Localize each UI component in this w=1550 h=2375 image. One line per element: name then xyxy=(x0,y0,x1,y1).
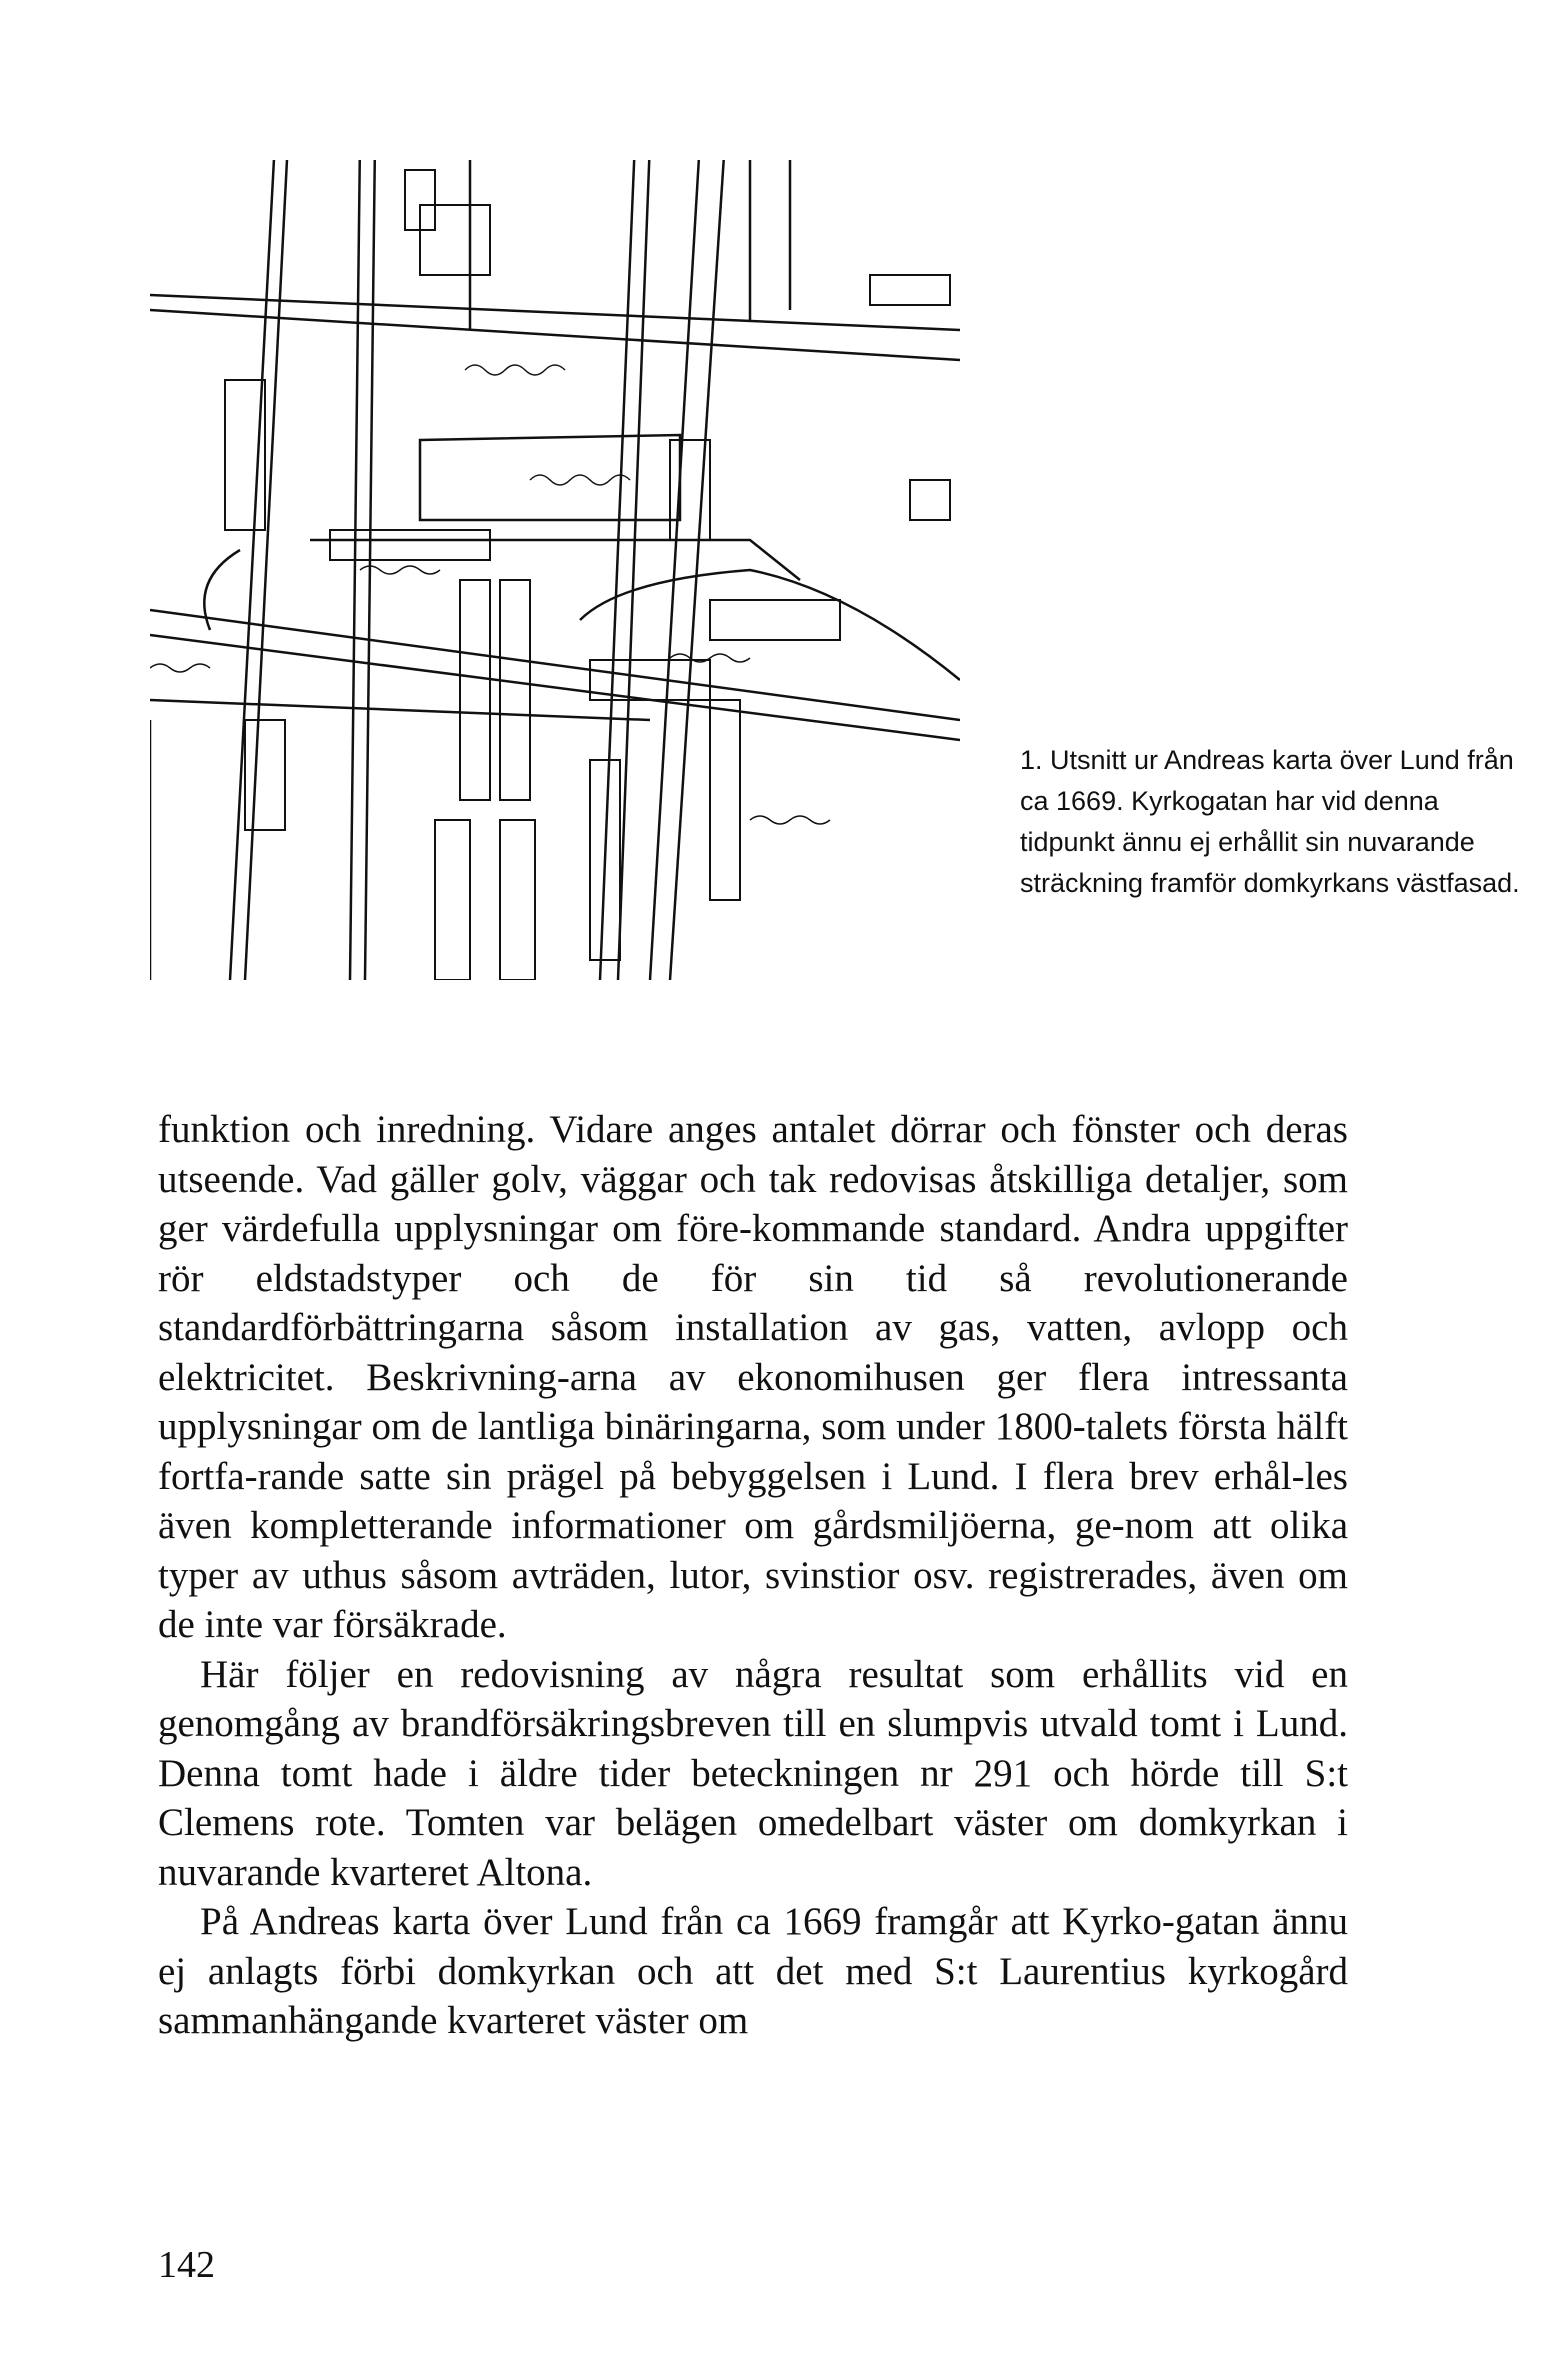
caption-text: 1. Utsnitt ur Andreas karta över Lund från ca 1669. Kyrkogatan har vid denna tidpunkt ännu ej erhållit sin nuvarande sträckning framför domkyrkans västfasad. xyxy=(1020,745,1520,898)
street-line xyxy=(150,610,960,720)
street-line xyxy=(150,310,960,360)
street-line xyxy=(150,635,960,740)
churchyard-enclosure xyxy=(420,435,680,520)
paragraph: funktion och inredning. Vidare anges antalet dörrar och fönster och deras utseende. Vad gäller golv, väggar och tak redovisas åtskilliga detaljer, som ger värdefulla upplysningar om före-kommande standard. Andra uppgifter rör eldstadstyper och de för sin tid så revolutionerande standardförbättringarna såsom installation av gas, vatten, avlopp och elektricitet. Beskrivning-arna av ekonomihusen ger flera intressanta upplysningar om de lantliga binäringarna, som under 1800-talets första hälft fortfa-rande satte sin prägel på bebyggelsen i Lund. I flera brev erhål-les även kompletterande informationer om gårdsmiljöerna, ge-nom att olika typer av uthus såsom avträden, lutor, svinstior osv. registrerades, även om de inte var försäkrade. xyxy=(158,1108,1348,1646)
figure-caption xyxy=(1020,740,1520,904)
page-number: 142 xyxy=(158,2244,215,2286)
survey-line xyxy=(618,160,650,980)
survey-line xyxy=(350,160,360,980)
paragraph: Här följer en redovisning av några resultat som erhållits vid en genomgång av brandförsäkringsbreven till en slumpvis utvald tomt i Lund. Denna tomt hade i äldre tider beteckningen nr 291 och hörde till S:t Clemens rote. Tomten var belägen omedelbart väster om domkyrkan i nuvarande kvarteret Altona. xyxy=(158,1652,1348,1894)
historical-map-figure xyxy=(150,160,960,980)
survey-line xyxy=(670,160,725,980)
survey-line xyxy=(650,160,700,980)
survey-line xyxy=(600,160,635,980)
building-rows xyxy=(225,170,950,980)
paragraph: På Andreas karta över Lund från ca 1669 framgår att Kyrko-gatan ännu ej anlagts förbi domkyrkan och att det med S:t Laurentius kyrkogård sammanhängande kvarteret väster om xyxy=(158,1900,1348,2042)
map-drawing xyxy=(150,160,960,980)
body-text xyxy=(158,1105,1348,2046)
street-line xyxy=(150,295,960,330)
survey-line xyxy=(365,160,375,980)
curved-road xyxy=(580,570,960,680)
street-line xyxy=(150,700,650,720)
